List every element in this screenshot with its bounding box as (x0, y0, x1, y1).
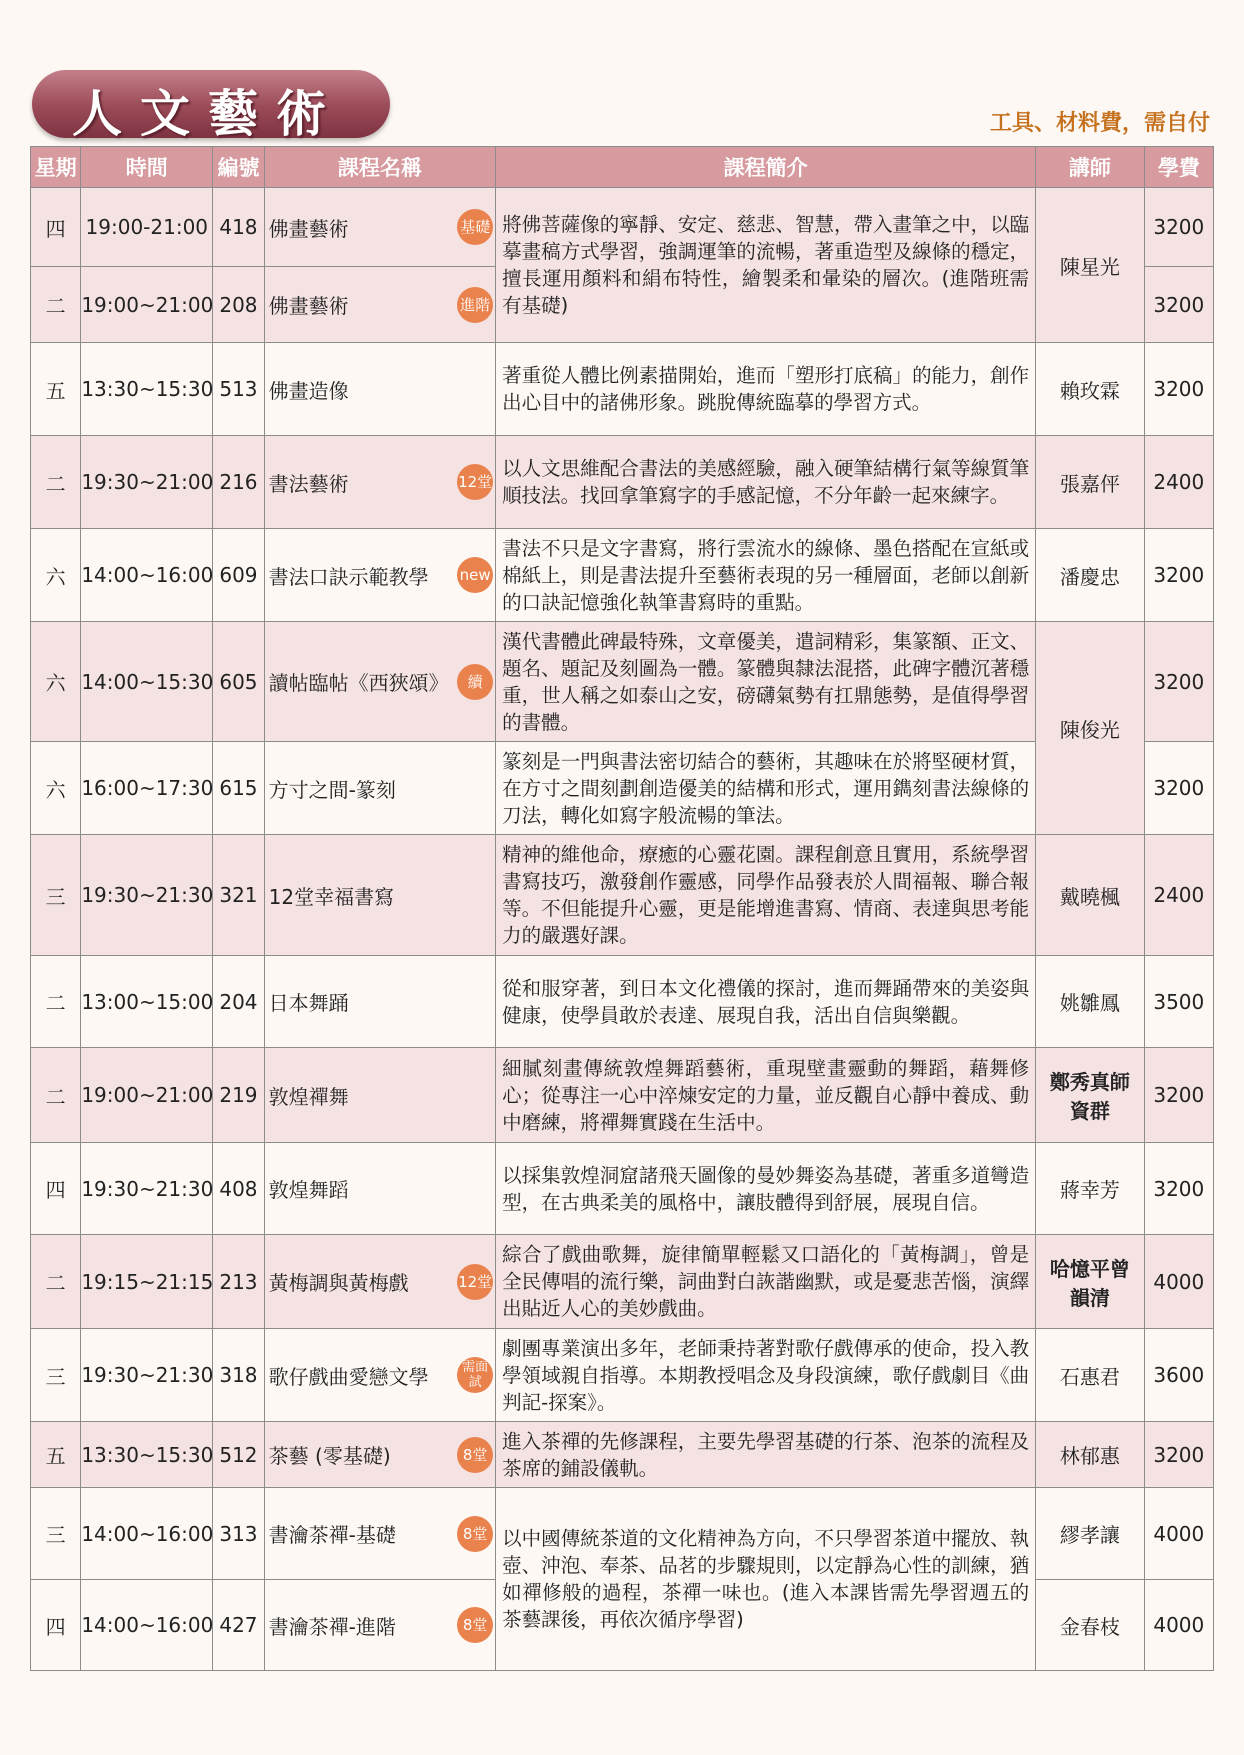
fee: 3200 (1144, 343, 1213, 436)
course-badge: 續 (457, 664, 493, 700)
teacher: 陳星光 (1036, 188, 1144, 343)
section-title: 人文藝術 (72, 85, 344, 143)
course-name: 敦煌禪舞 (268, 1084, 349, 1109)
day: 五 (31, 1422, 81, 1488)
fee: 3200 (1144, 622, 1213, 742)
teacher: 林郁惠 (1036, 1422, 1144, 1488)
table-row (31, 1235, 1214, 1329)
course-name: 佛畫藝術 (268, 294, 349, 318)
table-row (31, 1329, 1214, 1422)
course-name-cell (264, 1235, 495, 1329)
course-badge: 12堂 (457, 1264, 493, 1300)
table-row (31, 835, 1214, 956)
course-badge: 進階 (457, 287, 493, 323)
course-name: 黃梅調與黃梅戲 (268, 1271, 409, 1295)
course-name: 敦煌舞蹈 (268, 1178, 349, 1202)
course-badge: 基礎 (457, 209, 493, 245)
day: 六 (31, 742, 81, 835)
table-row (31, 188, 1214, 267)
teacher: 繆孝讓 (1036, 1488, 1144, 1580)
teacher: 石惠君 (1036, 1329, 1144, 1422)
teacher: 賴玫霖 (1036, 343, 1144, 436)
materials-note: 工具、材料費，需自付 (989, 111, 1210, 136)
col-description: 課程簡介 (496, 147, 1036, 188)
day: 二 (31, 267, 81, 343)
course-name: 12堂幸福書寫 (268, 884, 395, 909)
col-course-name: 課程名稱 (264, 147, 495, 188)
fee: 3200 (1144, 742, 1213, 835)
course-name-cell (264, 1329, 495, 1422)
course-description: 從和服穿著，到日本文化禮儀的探討，進而舞踊帶來的美姿與健康，使學員敢於表達、展現自我，活出自信與樂觀。 (496, 956, 1036, 1048)
course-name-cell (264, 188, 495, 267)
section-title-banner (32, 70, 390, 143)
code: 605 (213, 622, 264, 742)
course-name: 書法口訣示範教學 (268, 564, 429, 589)
course-description: 進入茶禪的先修課程，主要先學習基礎的行茶、泡茶的流程及茶席的鋪設儀軌。 (496, 1422, 1036, 1488)
code: 427 (213, 1580, 264, 1671)
time: 19:30~21:30 (81, 1143, 213, 1235)
time: 13:30~15:30 (81, 1422, 213, 1488)
table-row (31, 529, 1214, 622)
fee: 4000 (1144, 1488, 1213, 1580)
fee: 2400 (1144, 436, 1213, 529)
course-description: 將佛菩薩像的寧靜、安定、慈悲、智慧，帶入畫筆之中，以臨摹畫稿方式學習，強調運筆的流暢，著重造型及線條的穩定，擅長運用顏料和絹布特性，繪製柔和暈染的層次。(進階班需有基礎) (496, 188, 1036, 343)
time: 14:00~15:30 (81, 622, 213, 742)
fee: 3600 (1144, 1329, 1213, 1422)
time: 16:00~17:30 (81, 742, 213, 835)
code: 321 (213, 835, 264, 956)
col-code: 編號 (213, 147, 264, 188)
course-name-cell (264, 1048, 495, 1143)
col-teacher: 講師 (1036, 147, 1144, 188)
course-name: 書法藝術 (268, 471, 349, 496)
course-name-cell (264, 956, 495, 1048)
table-row (31, 1488, 1214, 1580)
course-badge: 需面試 (457, 1357, 493, 1393)
course-name: 讀帖臨帖《西狹頌》 (268, 671, 449, 695)
course-description: 漢代書體此碑最特殊，文章優美，遣詞精彩，集篆額、正文、題名、題記及刻圖為一體。篆體與隸法混搭，此碑字體沉著穩重，世人稱之如泰山之安，磅礴氣勢有扛鼎態勢，是值得學習的書體。 (496, 622, 1036, 742)
course-name: 佛畫藝術 (268, 216, 349, 241)
time: 19:15~21:15 (81, 1235, 213, 1329)
time: 19:00~21:00 (81, 1048, 213, 1143)
course-description: 劇團專業演出多年，老師秉持著對歌仔戲傳承的使命，投入教學領域親自指導。本期教授唱念及身段演練，歌仔戲劇目《曲判記-探案》。 (496, 1329, 1036, 1422)
time: 19:00-21:00 (81, 188, 213, 267)
fee: 3200 (1144, 529, 1213, 622)
fee: 3200 (1144, 1048, 1213, 1143)
time: 14:00~16:00 (81, 529, 213, 622)
code: 219 (213, 1048, 264, 1143)
code: 213 (213, 1235, 264, 1329)
course-name: 書瀹茶禪-基礎 (268, 1523, 396, 1547)
course-name: 茶藝 (零基礎) (268, 1444, 391, 1468)
time: 14:00~16:00 (81, 1580, 213, 1671)
day: 三 (31, 1329, 81, 1422)
day: 二 (31, 1235, 81, 1329)
day: 五 (31, 343, 81, 436)
code: 408 (213, 1143, 264, 1235)
course-description: 細膩刻畫傳統敦煌舞蹈藝術，重現壁畫靈動的舞蹈，藉舞修心；從專注一心中淬煉安定的力量，並反觀自心靜中養成、動中磨練，將禪舞實踐在生活中。 (496, 1048, 1036, 1143)
course-name: 佛畫造像 (268, 378, 349, 403)
table-row (31, 1422, 1214, 1488)
course-name-cell (264, 742, 495, 835)
course-description: 精神的維他命，療癒的心靈花園。課程創意且實用，系統學習書寫技巧，激發創作靈感，同學作品發表於人間福報、聯合報等。不但能提升心靈，更是能增進書寫、情商、表達與思考能力的嚴選好課。 (496, 835, 1036, 956)
code: 512 (213, 1422, 264, 1488)
course-name-cell (264, 1488, 495, 1580)
course-name: 方寸之間-篆刻 (268, 777, 396, 802)
code: 313 (213, 1488, 264, 1580)
code: 615 (213, 742, 264, 835)
course-name: 歌仔戲曲愛戀文學 (268, 1364, 429, 1389)
course-badge: 8堂 (457, 1437, 493, 1473)
table-row (31, 1048, 1214, 1143)
day: 四 (31, 1580, 81, 1671)
course-badge: 12堂 (457, 464, 493, 500)
fee: 3200 (1144, 1422, 1213, 1488)
course-name: 書瀹茶禪-進階 (268, 1614, 396, 1639)
course-description: 以中國傳統茶道的文化精神為方向，不只學習茶道中擺放、執壺、沖泡、奉茶、品茗的步驟規則，以定靜為心性的訓練，猶如禪修般的過程，茶禪一味也。(進入本課皆需先學習週五的茶藝課後，再依次循序學習) (496, 1488, 1036, 1671)
time: 19:30~21:30 (81, 1329, 213, 1422)
col-fee: 學費 (1144, 147, 1213, 188)
course-name-cell (264, 529, 495, 622)
teacher: 張嘉伻 (1036, 436, 1144, 529)
teacher: 姚雛鳳 (1036, 956, 1144, 1048)
day: 二 (31, 436, 81, 529)
course-name-cell (264, 622, 495, 742)
fee: 4000 (1144, 1235, 1213, 1329)
code: 513 (213, 343, 264, 436)
course-name-cell (264, 1580, 495, 1671)
teacher: 哈憶平曾韻清 (1036, 1235, 1144, 1329)
code: 204 (213, 956, 264, 1048)
course-table (30, 146, 1214, 1671)
course-name-cell (264, 267, 495, 343)
day: 三 (31, 835, 81, 956)
course-name-cell (264, 1143, 495, 1235)
course-description: 以人文思維配合書法的美感經驗，融入硬筆結構行氣等線質筆順技法。找回拿筆寫字的手感記憶，不分年齡一起來練字。 (496, 436, 1036, 529)
day: 二 (31, 956, 81, 1048)
day: 六 (31, 529, 81, 622)
time: 13:00~15:00 (81, 956, 213, 1048)
fee: 3500 (1144, 956, 1213, 1048)
course-name-cell (264, 436, 495, 529)
time: 19:00~21:00 (81, 267, 213, 343)
course-name-cell (264, 835, 495, 956)
table-header-row (31, 147, 1214, 188)
fee: 4000 (1144, 1580, 1213, 1671)
teacher: 金春枝 (1036, 1580, 1144, 1671)
code: 216 (213, 436, 264, 529)
teacher: 蔣幸芳 (1036, 1143, 1144, 1235)
course-badge: 8堂 (457, 1607, 493, 1643)
fee: 3200 (1144, 188, 1213, 267)
table-row (31, 1143, 1214, 1235)
table-row (31, 436, 1214, 529)
fee: 3200 (1144, 1143, 1213, 1235)
course-name-cell (264, 1422, 495, 1488)
fee: 3200 (1144, 267, 1213, 343)
course-description: 篆刻是一門與書法密切結合的藝術，其趣味在於將堅硬材質，在方寸之間刻劃創造優美的結構和形式，運用鐫刻書法線條的刀法，轉化如寫字般流暢的筆法。 (496, 742, 1036, 835)
time: 19:30~21:30 (81, 835, 213, 956)
code: 208 (213, 267, 264, 343)
course-badge: 8堂 (457, 1516, 493, 1552)
course-description: 著重從人體比例素描開始，進而「塑形打底稿」的能力，創作出心目中的諸佛形象。跳脫傳統臨摹的學習方式。 (496, 343, 1036, 436)
time: 19:30~21:00 (81, 436, 213, 529)
day: 四 (31, 188, 81, 267)
day: 六 (31, 622, 81, 742)
teacher: 陳俊光 (1036, 622, 1144, 835)
table-row (31, 622, 1214, 742)
day: 三 (31, 1488, 81, 1580)
teacher: 戴曉楓 (1036, 835, 1144, 956)
day: 四 (31, 1143, 81, 1235)
fee: 2400 (1144, 835, 1213, 956)
table-row (31, 956, 1214, 1048)
course-name-cell (264, 343, 495, 436)
course-name: 日本舞踊 (268, 991, 349, 1015)
course-badge: new (457, 557, 493, 593)
code: 318 (213, 1329, 264, 1422)
course-description: 以採集敦煌洞窟諸飛天圖像的曼妙舞姿為基礎，著重多道彎造型，在古典柔美的風格中，讓肢體得到舒展，展現自信。 (496, 1143, 1036, 1235)
day: 二 (31, 1048, 81, 1143)
col-time: 時間 (81, 147, 213, 188)
code: 609 (213, 529, 264, 622)
time: 14:00~16:00 (81, 1488, 213, 1580)
teacher: 鄭秀真師資群 (1036, 1048, 1144, 1143)
code: 418 (213, 188, 264, 267)
course-description: 綜合了戲曲歌舞，旋律簡單輕鬆又口語化的「黃梅調」，曾是全民傳唱的流行樂，詞曲對白詼諧幽默，或是憂悲苦惱，演繹出貼近人心的美妙戲曲。 (496, 1235, 1036, 1329)
table-row (31, 343, 1214, 436)
time: 13:30~15:30 (81, 343, 213, 436)
col-day: 星期 (31, 147, 81, 188)
teacher: 潘慶忠 (1036, 529, 1144, 622)
course-description: 書法不只是文字書寫，將行雲流水的線條、墨色搭配在宣紙或棉紙上，則是書法提升至藝術表現的另一種層面，老師以創新的口訣記憶強化執筆書寫時的重點。 (496, 529, 1036, 622)
